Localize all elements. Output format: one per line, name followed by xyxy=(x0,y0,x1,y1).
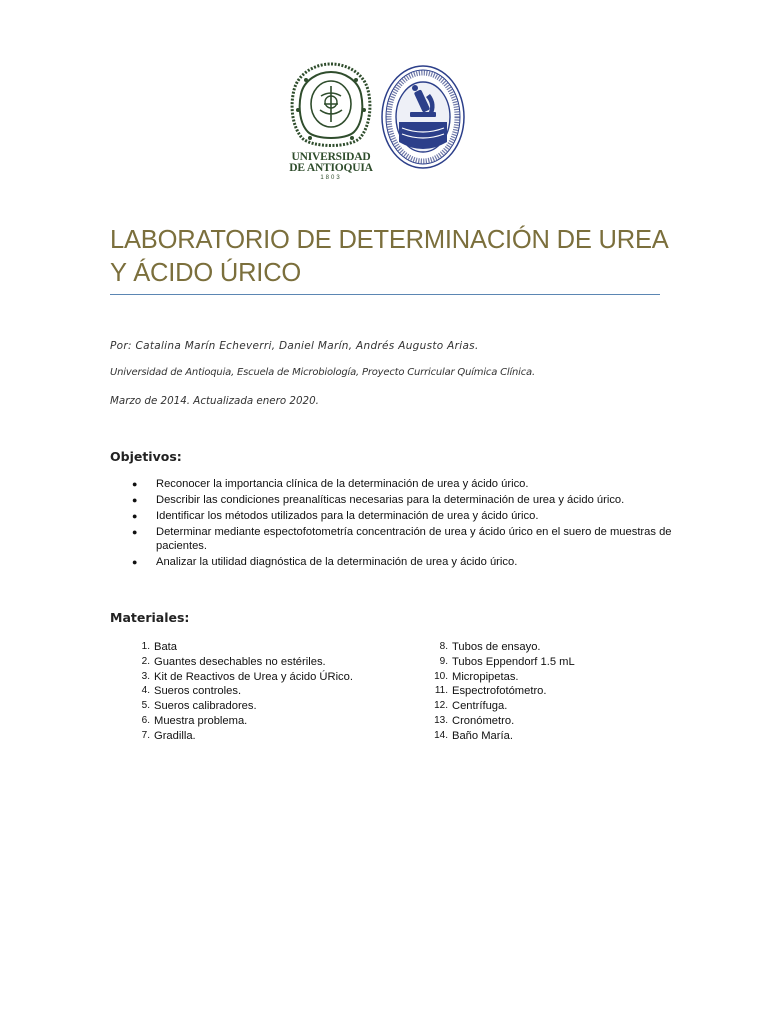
affiliation-line: Universidad de Antioquia, Escuela de Microbiología, Proyecto Curricular Química Clínica. xyxy=(110,367,535,378)
material-text: Espectrofotómetro. xyxy=(452,685,547,698)
university-seal-icon xyxy=(286,60,376,152)
list-item xyxy=(428,699,575,714)
item-number: 3. xyxy=(141,670,150,682)
document-title: LABORATORIO DE DETERMINACIÓN DE UREA Y ÁCIDO ÚRICO xyxy=(110,226,668,287)
material-text: Cronómetro. xyxy=(452,714,515,727)
list-item xyxy=(132,509,672,523)
material-text: Sueros controles. xyxy=(154,685,242,698)
objectives-list xyxy=(132,477,672,571)
item-number: 9. xyxy=(439,655,448,667)
material-text: Sueros calibradores. xyxy=(154,700,257,713)
microbiology-school-logo xyxy=(380,64,466,170)
materials-list-right xyxy=(428,640,575,744)
material-text: Tubos de ensayo. xyxy=(452,641,541,653)
header-logos xyxy=(286,60,466,180)
title-divider xyxy=(110,294,660,295)
material-text: Bata xyxy=(154,641,178,653)
bullet-icon: ● xyxy=(132,526,138,537)
bullet-icon: ● xyxy=(132,557,138,568)
material-text: Muestra problema. xyxy=(154,714,248,727)
item-number: 7. xyxy=(141,729,150,741)
objective-text: Analizar la utilidad diagnóstica de la determinación de urea y ácido úrico. xyxy=(156,556,518,569)
list-item xyxy=(428,684,575,699)
objective-text: Reconocer la importancia clínica de la determinación de urea y ácido úrico. xyxy=(156,478,529,490)
material-text: Tubos Eppendorf 1.5 mL xyxy=(452,655,575,668)
material-text: Baño María. xyxy=(452,729,513,742)
item-number: 8. xyxy=(439,641,448,652)
list-item xyxy=(130,699,353,714)
list-item xyxy=(132,555,672,569)
material-text: Centrífuga. xyxy=(452,700,508,713)
item-number: 12. xyxy=(434,700,448,712)
list-item xyxy=(428,729,575,744)
list-item xyxy=(130,714,353,729)
university-logo xyxy=(286,60,376,181)
university-name-line2: DE ANTIOQUIA xyxy=(289,162,373,174)
list-item xyxy=(132,525,672,554)
list-item xyxy=(130,655,353,670)
materials-list-left xyxy=(130,640,353,744)
list-item xyxy=(130,670,353,685)
university-name-line1: UNIVERSIDAD xyxy=(291,151,371,163)
item-number: 6. xyxy=(141,714,150,726)
objective-text: Identificar los métodos utilizados para la determinación de urea y ácido úrico. xyxy=(156,509,539,522)
bullet-icon: ● xyxy=(132,494,138,505)
item-number: 5. xyxy=(141,700,150,712)
list-item xyxy=(130,729,353,744)
materials-heading: Materiales: xyxy=(110,610,190,625)
item-number: 2. xyxy=(141,655,150,667)
material-text: Micropipetas. xyxy=(452,670,519,683)
list-item xyxy=(428,655,575,670)
university-year: 1803 xyxy=(320,175,342,181)
list-item xyxy=(130,684,353,699)
item-number: 10. xyxy=(434,670,448,682)
list-item xyxy=(132,493,672,507)
bullet-icon: ● xyxy=(132,479,138,489)
authors-line: Por: Catalina Marín Echeverri, Daniel Marín, Andrés Augusto Arias. xyxy=(110,340,479,352)
material-text: Kit de Reactivos de Urea y ácido ÚRico. xyxy=(154,670,353,683)
bullet-icon: ● xyxy=(132,510,138,521)
item-number: 1. xyxy=(141,641,150,652)
list-item xyxy=(428,670,575,685)
list-item xyxy=(130,640,353,655)
date-line: Marzo de 2014. Actualizada enero 2020. xyxy=(110,395,319,407)
item-number: 11. xyxy=(434,685,448,697)
material-text: Guantes desechables no estériles. xyxy=(154,655,326,668)
material-text: Gradilla. xyxy=(154,729,196,742)
microscope-seal-icon xyxy=(380,64,466,170)
objective-text: Describir las condiciones preanalíticas necesarias para la determinación de urea y ácido úrico. xyxy=(156,493,625,506)
item-number: 13. xyxy=(434,714,448,726)
list-item xyxy=(428,714,575,729)
objectives-heading: Objetivos: xyxy=(110,449,182,464)
list-item xyxy=(428,640,575,655)
item-number: 4. xyxy=(141,685,150,697)
item-number: 14. xyxy=(434,729,448,741)
list-item xyxy=(132,477,672,491)
objective-text: Determinar mediante espectofotometría concentración de urea y ácido úrico en el suero de muestras de pacientes. xyxy=(156,525,672,553)
